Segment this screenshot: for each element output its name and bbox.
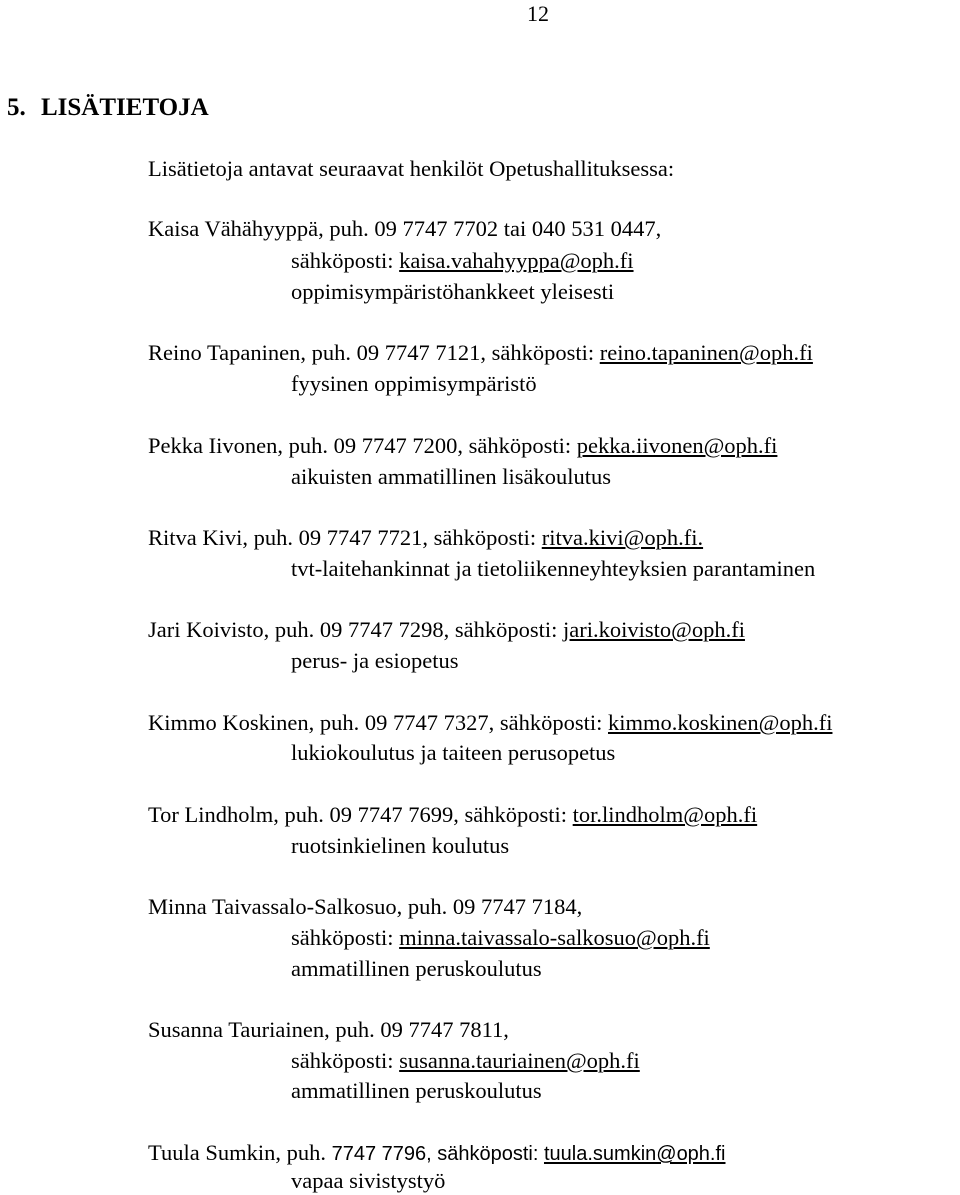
section-number: 5. xyxy=(7,94,26,121)
contact-topic: oppimisympäristöhankkeet yleisesti xyxy=(291,279,615,304)
email-link[interactable]: minna.taivassalo-salkosuo@oph.fi xyxy=(399,925,710,950)
contact-topic: perus- ja esiopetus xyxy=(291,648,459,673)
contact-name-phone xyxy=(148,435,777,458)
contact-name-phone xyxy=(148,1142,726,1165)
email-link[interactable]: tuula.sumkin@oph.fi xyxy=(543,1143,726,1165)
contact-topic: ammatillinen peruskoulutus xyxy=(291,956,542,981)
contact-email-line xyxy=(291,927,710,950)
contact-topic: vapaa sivistystyö xyxy=(291,1168,446,1193)
contact-name-phone-text: Tor Lindholm, puh. 09 7747 7699, sähköposti: xyxy=(148,802,573,827)
email-link[interactable]: tor.lindholm@oph.fi xyxy=(572,802,758,827)
contact-name-phone-text: Ritva Kivi, puh. 09 7747 7721, sähköposti: xyxy=(148,525,542,550)
contact-topic: ammatillinen peruskoulutus xyxy=(291,1078,542,1103)
section-title: LISÄTIETOJA xyxy=(41,94,209,121)
page-number: 12 xyxy=(527,1,549,26)
contact-topic: lukiokoulutus ja taiteen perusopetus xyxy=(291,740,616,765)
email-label: sähköposti: xyxy=(291,248,400,273)
contact-name-phone-text: Reino Tapaninen, puh. 09 7747 7121, sähköposti: xyxy=(148,340,600,365)
email-link[interactable]: susanna.tauriainen@oph.fi xyxy=(399,1048,640,1073)
email-label: sähköposti: xyxy=(291,925,400,950)
email-link[interactable]: jari.koivisto@oph.fi xyxy=(563,617,745,642)
contact-name-phone-text: Jari Koivisto, puh. 09 7747 7298, sähköposti: xyxy=(148,617,563,642)
contact-name-phone-text: Tuula Sumkin, puh. xyxy=(148,1140,332,1165)
contact-name-phone xyxy=(148,619,745,642)
contact-name-phone: Minna Taivassalo-Salkosuo, puh. 09 7747 7184, xyxy=(148,894,583,919)
email-label: sähköposti: xyxy=(291,1048,400,1073)
email-link[interactable]: reino.tapaninen@oph.fi xyxy=(599,340,813,365)
contact-topic: fyysinen oppimisympäristö xyxy=(291,371,537,396)
section-heading xyxy=(7,95,209,120)
email-link[interactable]: ritva.kivi@oph.fi. xyxy=(541,525,704,550)
contact-name-phone xyxy=(148,804,757,827)
contact-name-phone: Kaisa Vähähyyppä, puh. 09 7747 7702 tai 040 531 0447, xyxy=(148,216,662,241)
contact-topic: aikuisten ammatillinen lisäkoulutus xyxy=(291,464,611,489)
contact-name-phone xyxy=(148,342,813,365)
contact-email-line xyxy=(291,1050,640,1073)
email-link[interactable]: kimmo.koskinen@oph.fi xyxy=(608,710,833,735)
contact-topic: tvt-laitehankinnat ja tietoliikenneyhteyksien parantaminen xyxy=(291,556,816,581)
contact-topic: ruotsinkielinen koulutus xyxy=(291,833,510,858)
email-link[interactable]: kaisa.vahahyyppa@oph.fi xyxy=(399,248,634,273)
contact-phone-email-label: 7747 7796, sähköposti: xyxy=(331,1143,544,1165)
contact-name-phone xyxy=(148,527,703,550)
contact-name-phone xyxy=(148,712,832,735)
contact-name-phone-text: Kimmo Koskinen, puh. 09 7747 7327, sähköposti: xyxy=(148,710,608,735)
contact-name-phone-text: Pekka Iivonen, puh. 09 7747 7200, sähköposti: xyxy=(148,433,577,458)
email-link[interactable]: pekka.iivonen@oph.fi xyxy=(576,433,778,458)
contact-name-phone: Susanna Tauriainen, puh. 09 7747 7811, xyxy=(148,1017,509,1042)
contact-email-line xyxy=(291,250,634,273)
intro-text: Lisätietoja antavat seuraavat henkilöt Opetushallituksessa: xyxy=(148,156,675,181)
